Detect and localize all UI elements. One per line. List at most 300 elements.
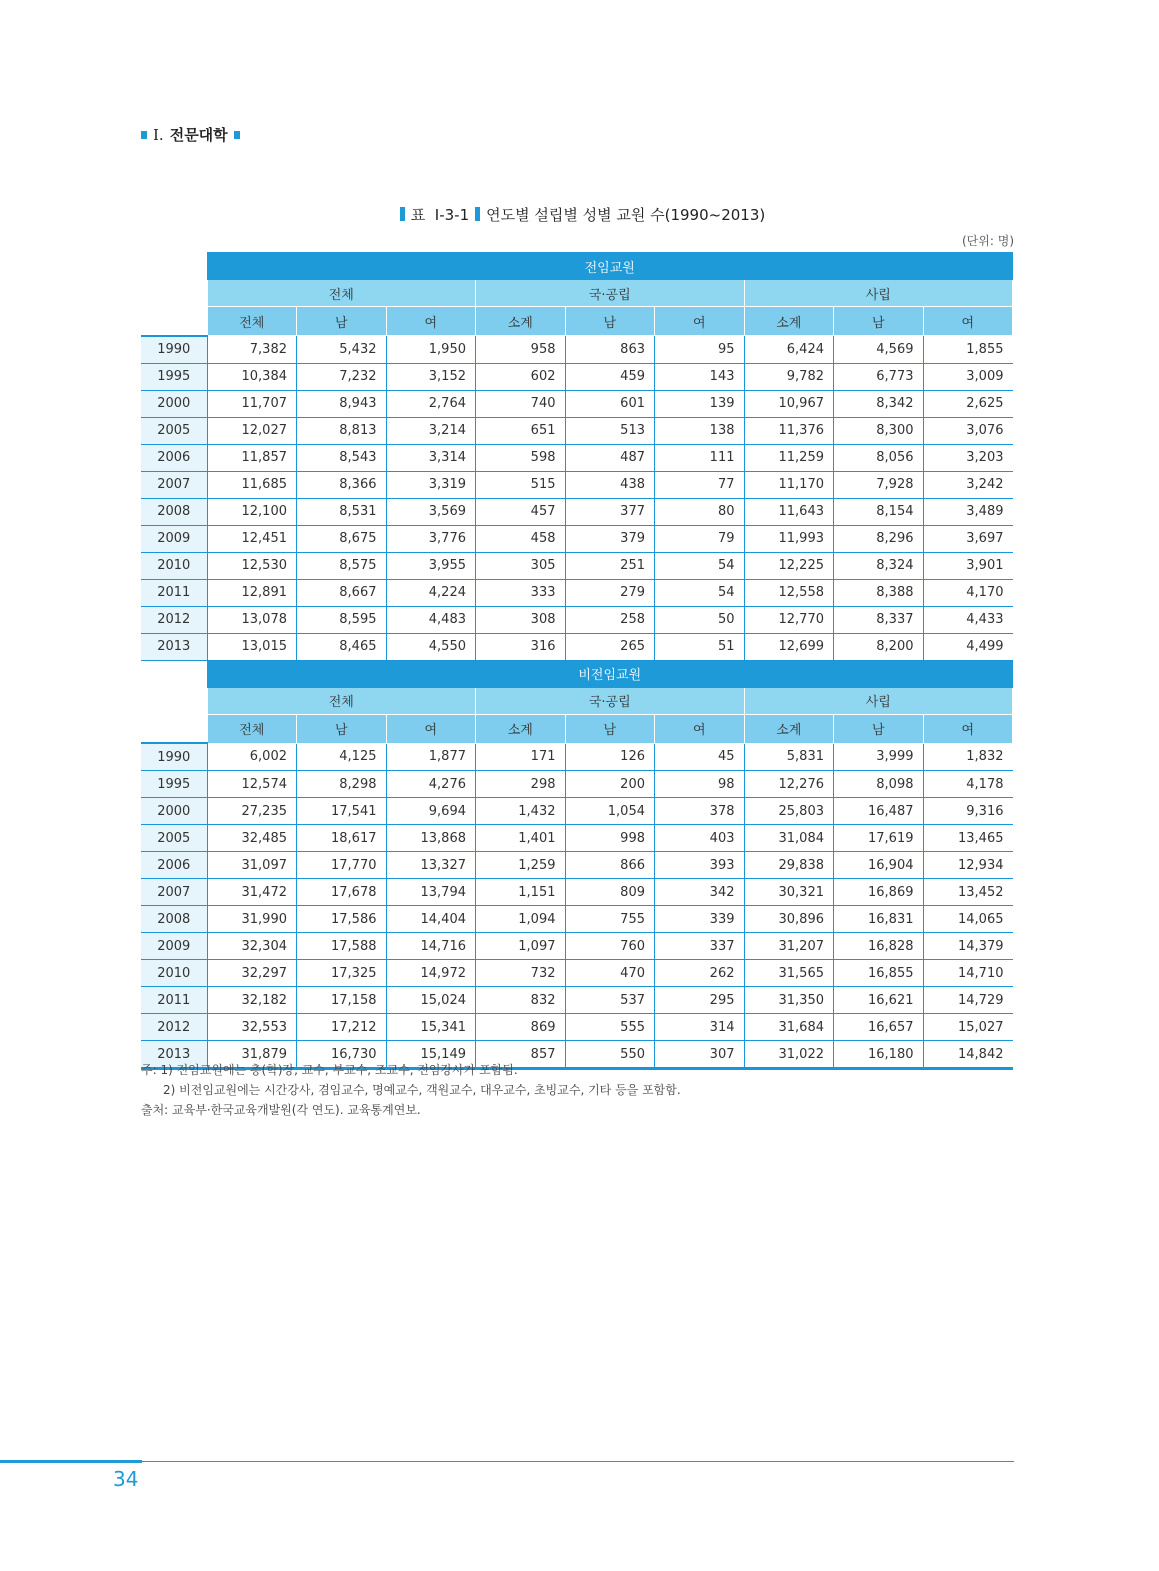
value-cell: 740 [476, 390, 566, 417]
data-table [141, 252, 1013, 1070]
value-cell: 4,276 [386, 771, 476, 798]
sub-header: 여 [386, 307, 476, 336]
year-cell: 2013 [141, 633, 207, 660]
value-cell: 14,842 [923, 1041, 1013, 1069]
table-row [141, 552, 1013, 579]
value-cell: 51 [655, 633, 745, 660]
value-cell: 339 [655, 906, 745, 933]
value-cell: 12,699 [744, 633, 834, 660]
value-cell: 16,904 [834, 852, 924, 879]
value-cell: 760 [565, 933, 655, 960]
value-cell: 555 [565, 1014, 655, 1041]
value-cell: 265 [565, 633, 655, 660]
table-row [141, 1014, 1013, 1041]
value-cell: 11,707 [207, 390, 297, 417]
year-cell: 2000 [141, 798, 207, 825]
table-row [141, 444, 1013, 471]
sub-header-row [141, 307, 1013, 336]
table-row [141, 906, 1013, 933]
value-cell: 8,342 [834, 390, 924, 417]
year-cell: 2013 [141, 1041, 207, 1069]
value-cell: 3,901 [923, 552, 1013, 579]
value-cell: 111 [655, 444, 745, 471]
value-cell: 12,891 [207, 579, 297, 606]
value-cell: 17,619 [834, 825, 924, 852]
group-header: 국·공립 [476, 687, 745, 714]
sub-header: 남 [565, 714, 655, 743]
table-row [141, 933, 1013, 960]
value-cell: 258 [565, 606, 655, 633]
value-cell: 378 [655, 798, 745, 825]
value-cell: 8,296 [834, 525, 924, 552]
table-row [141, 771, 1013, 798]
table-row [141, 987, 1013, 1014]
value-cell: 31,565 [744, 960, 834, 987]
value-cell: 3,776 [386, 525, 476, 552]
sub-header: 소계 [744, 714, 834, 743]
value-cell: 9,782 [744, 363, 834, 390]
value-cell: 7,382 [207, 336, 297, 364]
value-cell: 17,588 [297, 933, 387, 960]
year-cell: 2009 [141, 525, 207, 552]
value-cell: 3,999 [834, 743, 924, 771]
value-cell: 32,304 [207, 933, 297, 960]
value-cell: 12,934 [923, 852, 1013, 879]
value-cell: 3,242 [923, 471, 1013, 498]
year-cell: 1995 [141, 363, 207, 390]
value-cell: 333 [476, 579, 566, 606]
value-cell: 50 [655, 606, 745, 633]
value-cell: 32,297 [207, 960, 297, 987]
unit-label: (단위: 명) [962, 234, 1014, 248]
value-cell: 32,182 [207, 987, 297, 1014]
value-cell: 30,321 [744, 879, 834, 906]
value-cell: 4,433 [923, 606, 1013, 633]
value-cell: 11,857 [207, 444, 297, 471]
value-cell: 6,424 [744, 336, 834, 364]
value-cell: 7,928 [834, 471, 924, 498]
value-cell: 832 [476, 987, 566, 1014]
value-cell: 4,499 [923, 633, 1013, 660]
value-cell: 54 [655, 552, 745, 579]
value-cell: 8,337 [834, 606, 924, 633]
value-cell: 16,730 [297, 1041, 387, 1069]
table-label: 표 [410, 206, 426, 224]
page-number: 34 [113, 1467, 139, 1491]
value-cell: 8,543 [297, 444, 387, 471]
square-bullet-icon [141, 131, 147, 139]
year-cell: 1990 [141, 336, 207, 364]
year-cell: 2006 [141, 444, 207, 471]
value-cell: 403 [655, 825, 745, 852]
value-cell: 457 [476, 498, 566, 525]
value-cell: 80 [655, 498, 745, 525]
note-2: 2) 비전임교원에는 시간강사, 겸임교수, 명예교수, 객원교수, 대우교수, 초빙교수, 기타 등을 포함함. [163, 1083, 681, 1097]
value-cell: 17,678 [297, 879, 387, 906]
year-cell: 2011 [141, 579, 207, 606]
table-row [141, 798, 1013, 825]
year-cell: 2000 [141, 390, 207, 417]
value-cell: 601 [565, 390, 655, 417]
value-cell: 12,574 [207, 771, 297, 798]
value-cell: 279 [565, 579, 655, 606]
value-cell: 10,967 [744, 390, 834, 417]
table-row [141, 633, 1013, 660]
year-cell: 2006 [141, 852, 207, 879]
sub-header: 소계 [744, 307, 834, 336]
sub-header: 여 [655, 714, 745, 743]
value-cell: 13,868 [386, 825, 476, 852]
value-cell: 13,015 [207, 633, 297, 660]
value-cell: 866 [565, 852, 655, 879]
value-cell: 77 [655, 471, 745, 498]
value-cell: 6,002 [207, 743, 297, 771]
year-cell: 2007 [141, 471, 207, 498]
chapter-header [141, 124, 240, 145]
value-cell: 17,586 [297, 906, 387, 933]
value-cell: 3,489 [923, 498, 1013, 525]
value-cell: 3,697 [923, 525, 1013, 552]
value-cell: 16,180 [834, 1041, 924, 1069]
value-cell: 308 [476, 606, 566, 633]
value-cell: 10,384 [207, 363, 297, 390]
value-cell: 3,314 [386, 444, 476, 471]
table-row [141, 825, 1013, 852]
year-cell: 2005 [141, 417, 207, 444]
value-cell: 8,943 [297, 390, 387, 417]
value-cell: 1,097 [476, 933, 566, 960]
value-cell: 602 [476, 363, 566, 390]
value-cell: 8,465 [297, 633, 387, 660]
table-row [141, 606, 1013, 633]
bar-marker-icon [475, 207, 480, 221]
value-cell: 958 [476, 336, 566, 364]
value-cell: 15,024 [386, 987, 476, 1014]
value-cell: 31,097 [207, 852, 297, 879]
value-cell: 4,483 [386, 606, 476, 633]
value-cell: 12,558 [744, 579, 834, 606]
section-title: 비전임교원 [207, 660, 1013, 687]
value-cell: 869 [476, 1014, 566, 1041]
value-cell: 14,404 [386, 906, 476, 933]
table-row [141, 852, 1013, 879]
value-cell: 138 [655, 417, 745, 444]
sub-header: 남 [834, 307, 924, 336]
value-cell: 139 [655, 390, 745, 417]
square-bullet-icon [234, 131, 240, 139]
value-cell: 16,828 [834, 933, 924, 960]
value-cell: 16,621 [834, 987, 924, 1014]
group-header: 사립 [744, 687, 1013, 714]
value-cell: 7,232 [297, 363, 387, 390]
group-header: 전체 [207, 687, 476, 714]
year-cell: 2010 [141, 960, 207, 987]
year-cell: 1995 [141, 771, 207, 798]
year-cell: 2007 [141, 879, 207, 906]
value-cell: 15,149 [386, 1041, 476, 1069]
value-cell: 3,214 [386, 417, 476, 444]
value-cell: 342 [655, 879, 745, 906]
value-cell: 9,694 [386, 798, 476, 825]
value-cell: 251 [565, 552, 655, 579]
value-cell: 25,803 [744, 798, 834, 825]
value-cell: 6,773 [834, 363, 924, 390]
value-cell: 8,595 [297, 606, 387, 633]
table-row [141, 960, 1013, 987]
value-cell: 54 [655, 579, 745, 606]
value-cell: 12,451 [207, 525, 297, 552]
table-number: Ⅰ-3-1 [434, 206, 470, 224]
table-row [141, 525, 1013, 552]
value-cell: 18,617 [297, 825, 387, 852]
value-cell: 8,667 [297, 579, 387, 606]
value-cell: 3,152 [386, 363, 476, 390]
value-cell: 8,200 [834, 633, 924, 660]
value-cell: 1,877 [386, 743, 476, 771]
value-cell: 2,625 [923, 390, 1013, 417]
value-cell: 262 [655, 960, 745, 987]
value-cell: 4,170 [923, 579, 1013, 606]
sub-header: 여 [386, 714, 476, 743]
value-cell: 3,569 [386, 498, 476, 525]
value-cell: 998 [565, 825, 655, 852]
sub-header-row [141, 714, 1013, 743]
value-cell: 1,950 [386, 336, 476, 364]
note-1: 주: 1) 전임교원에는 총(학)장, 교수, 부교수, 조교수, 전임강사가 포함됨. [141, 1063, 518, 1077]
value-cell: 11,643 [744, 498, 834, 525]
value-cell: 438 [565, 471, 655, 498]
value-cell: 8,154 [834, 498, 924, 525]
value-cell: 171 [476, 743, 566, 771]
value-cell: 314 [655, 1014, 745, 1041]
year-cell: 2010 [141, 552, 207, 579]
value-cell: 4,550 [386, 633, 476, 660]
value-cell: 17,212 [297, 1014, 387, 1041]
value-cell: 17,770 [297, 852, 387, 879]
sub-header: 남 [297, 714, 387, 743]
sub-header: 남 [565, 307, 655, 336]
value-cell: 1,094 [476, 906, 566, 933]
value-cell: 307 [655, 1041, 745, 1069]
value-cell: 79 [655, 525, 745, 552]
value-cell: 3,955 [386, 552, 476, 579]
value-cell: 12,100 [207, 498, 297, 525]
group-header: 사립 [744, 280, 1013, 307]
footer-divider [142, 1461, 1014, 1462]
value-cell: 98 [655, 771, 745, 798]
value-cell: 8,575 [297, 552, 387, 579]
value-cell: 14,710 [923, 960, 1013, 987]
value-cell: 863 [565, 336, 655, 364]
value-cell: 9,316 [923, 798, 1013, 825]
table-row [141, 743, 1013, 771]
value-cell: 17,541 [297, 798, 387, 825]
value-cell: 8,098 [834, 771, 924, 798]
value-cell: 14,729 [923, 987, 1013, 1014]
value-cell: 809 [565, 879, 655, 906]
value-cell: 732 [476, 960, 566, 987]
value-cell: 8,813 [297, 417, 387, 444]
value-cell: 11,259 [744, 444, 834, 471]
value-cell: 298 [476, 771, 566, 798]
value-cell: 12,027 [207, 417, 297, 444]
chapter-title: 전문대학 [169, 126, 228, 144]
value-cell: 651 [476, 417, 566, 444]
sub-header: 남 [834, 714, 924, 743]
value-cell: 32,485 [207, 825, 297, 852]
table-row [141, 471, 1013, 498]
value-cell: 16,657 [834, 1014, 924, 1041]
value-cell: 458 [476, 525, 566, 552]
value-cell: 5,831 [744, 743, 834, 771]
sub-header: 소계 [476, 307, 566, 336]
value-cell: 11,170 [744, 471, 834, 498]
value-cell: 1,832 [923, 743, 1013, 771]
value-cell: 1,151 [476, 879, 566, 906]
table-row [141, 363, 1013, 390]
value-cell: 305 [476, 552, 566, 579]
year-cell: 1990 [141, 743, 207, 771]
value-cell: 14,065 [923, 906, 1013, 933]
value-cell: 95 [655, 336, 745, 364]
value-cell: 32,553 [207, 1014, 297, 1041]
sub-header: 전체 [207, 714, 297, 743]
year-cell: 2011 [141, 987, 207, 1014]
value-cell: 27,235 [207, 798, 297, 825]
value-cell: 8,388 [834, 579, 924, 606]
value-cell: 31,472 [207, 879, 297, 906]
value-cell: 377 [565, 498, 655, 525]
value-cell: 12,770 [744, 606, 834, 633]
group-header: 전체 [207, 280, 476, 307]
table-row [141, 336, 1013, 364]
value-cell: 1,259 [476, 852, 566, 879]
section-header-row [141, 660, 1013, 687]
value-cell: 2,764 [386, 390, 476, 417]
footer-accent-line [0, 1460, 142, 1463]
value-cell: 8,300 [834, 417, 924, 444]
group-header-row [141, 280, 1013, 307]
value-cell: 295 [655, 987, 745, 1014]
value-cell: 31,084 [744, 825, 834, 852]
value-cell: 3,009 [923, 363, 1013, 390]
value-cell: 316 [476, 633, 566, 660]
value-cell: 8,366 [297, 471, 387, 498]
table-row [141, 879, 1013, 906]
sub-header: 전체 [207, 307, 297, 336]
value-cell: 126 [565, 743, 655, 771]
value-cell: 16,831 [834, 906, 924, 933]
value-cell: 29,838 [744, 852, 834, 879]
table-row [141, 498, 1013, 525]
value-cell: 5,432 [297, 336, 387, 364]
table-notes [141, 1060, 681, 1120]
value-cell: 45 [655, 743, 745, 771]
sub-header: 여 [923, 307, 1013, 336]
value-cell: 13,452 [923, 879, 1013, 906]
group-header-row [141, 687, 1013, 714]
value-cell: 857 [476, 1041, 566, 1069]
value-cell: 8,324 [834, 552, 924, 579]
sub-header: 여 [655, 307, 745, 336]
group-header: 국·공립 [476, 280, 745, 307]
value-cell: 13,327 [386, 852, 476, 879]
value-cell: 1,401 [476, 825, 566, 852]
value-cell: 4,178 [923, 771, 1013, 798]
value-cell: 12,530 [207, 552, 297, 579]
table-row [141, 390, 1013, 417]
value-cell: 17,325 [297, 960, 387, 987]
value-cell: 31,990 [207, 906, 297, 933]
value-cell: 16,855 [834, 960, 924, 987]
value-cell: 31,879 [207, 1041, 297, 1069]
value-cell: 1,054 [565, 798, 655, 825]
year-cell: 2005 [141, 825, 207, 852]
value-cell: 513 [565, 417, 655, 444]
value-cell: 11,376 [744, 417, 834, 444]
sub-header: 소계 [476, 714, 566, 743]
value-cell: 12,276 [744, 771, 834, 798]
table-row [141, 579, 1013, 606]
value-cell: 8,531 [297, 498, 387, 525]
value-cell: 15,341 [386, 1014, 476, 1041]
value-cell: 379 [565, 525, 655, 552]
value-cell: 8,056 [834, 444, 924, 471]
section-header-row [141, 253, 1013, 280]
value-cell: 15,027 [923, 1014, 1013, 1041]
sub-header: 남 [297, 307, 387, 336]
value-cell: 8,298 [297, 771, 387, 798]
value-cell: 470 [565, 960, 655, 987]
value-cell: 31,684 [744, 1014, 834, 1041]
value-cell: 393 [655, 852, 745, 879]
table-title: 연도별 설립별 성별 교원 수(1990~2013) [486, 206, 766, 224]
value-cell: 4,125 [297, 743, 387, 771]
value-cell: 14,972 [386, 960, 476, 987]
value-cell: 537 [565, 987, 655, 1014]
year-cell: 2012 [141, 606, 207, 633]
value-cell: 3,076 [923, 417, 1013, 444]
value-cell: 550 [565, 1041, 655, 1069]
value-cell: 515 [476, 471, 566, 498]
year-cell: 2009 [141, 933, 207, 960]
year-cell: 2008 [141, 498, 207, 525]
value-cell: 16,487 [834, 798, 924, 825]
value-cell: 31,207 [744, 933, 834, 960]
value-cell: 12,225 [744, 552, 834, 579]
value-cell: 598 [476, 444, 566, 471]
year-cell: 2012 [141, 1014, 207, 1041]
value-cell: 8,675 [297, 525, 387, 552]
value-cell: 13,794 [386, 879, 476, 906]
source-note: 출처: 교육부·한국교육개발원(각 연도). 교육통계연보. [141, 1103, 421, 1117]
value-cell: 1,432 [476, 798, 566, 825]
section-title: 전임교원 [207, 253, 1013, 280]
value-cell: 31,022 [744, 1041, 834, 1069]
value-cell: 13,465 [923, 825, 1013, 852]
value-cell: 755 [565, 906, 655, 933]
value-cell: 200 [565, 771, 655, 798]
value-cell: 487 [565, 444, 655, 471]
value-cell: 3,319 [386, 471, 476, 498]
value-cell: 13,078 [207, 606, 297, 633]
value-cell: 31,350 [744, 987, 834, 1014]
value-cell: 17,158 [297, 987, 387, 1014]
value-cell: 30,896 [744, 906, 834, 933]
value-cell: 14,379 [923, 933, 1013, 960]
value-cell: 1,855 [923, 336, 1013, 364]
value-cell: 459 [565, 363, 655, 390]
